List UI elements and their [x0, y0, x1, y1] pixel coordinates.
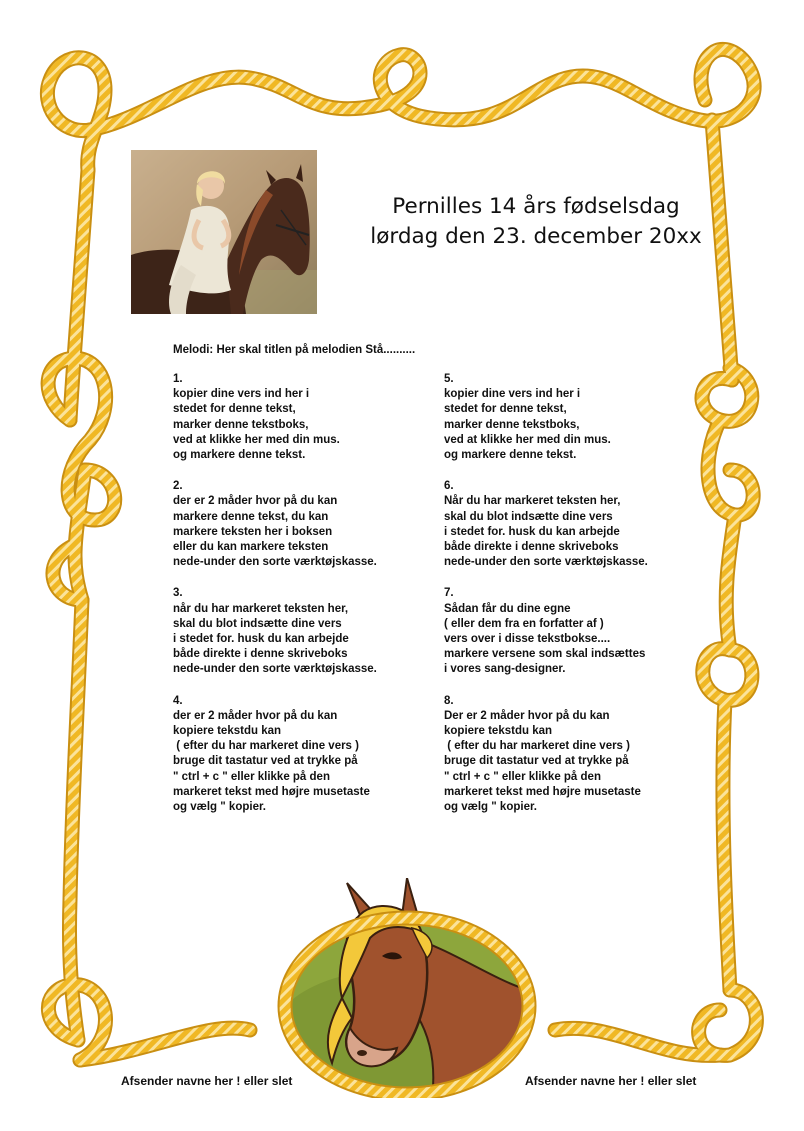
- verse: [173, 694, 443, 816]
- verse: [173, 372, 443, 463]
- verse-number: 3.: [173, 587, 183, 600]
- verse: [444, 479, 714, 570]
- verse-number: 7.: [444, 587, 454, 600]
- verse-text: kopier dine vers ind her i stedet for denne tekst, marker denne tekstboks, ved at klikke her med din mus. og markere denne tekst.: [173, 388, 340, 462]
- verse-number: 2.: [173, 480, 183, 493]
- verse-text: der er 2 måder hvor på du kan kopiere tekstdu kan ( efter du har markeret dine vers ) bruge dit tastatur ved at trykke på " ctrl + c " eller klikke på den markeret tekst med højre musetaste og vælg " kopier.: [173, 709, 370, 814]
- sender-name-left: Afsender navne her ! eller slet: [121, 1074, 293, 1088]
- verse-number: 6.: [444, 480, 454, 493]
- melody-line: Melodi: Her skal titlen på melodien Stå..........: [173, 344, 416, 356]
- horse-medallion-illustration: [262, 878, 552, 1098]
- verse-number: 1.: [173, 373, 183, 385]
- verse-text: Der er 2 måder hvor på du kan kopiere tekstdu kan ( efter du har markeret dine vers ) bruge dit tastatur ved at trykke på " ctrl + c " eller klikke på den markeret tekst med højre musetaste og vælg " kopier.: [444, 709, 641, 814]
- verses-right-column: [444, 372, 714, 831]
- verse: [173, 479, 443, 570]
- verse-number: 4.: [173, 694, 183, 707]
- verse-number: 5.: [444, 373, 454, 385]
- verse-text: når du har markeret teksten her, skal du blot indsætte dine vers i stedet for. husk du kan arbejde både direkte i denne skriveboks nede-under den sorte værktøjskasse.: [173, 602, 377, 676]
- title-line-1: Pernilles 14 års fødselsdag: [392, 194, 680, 219]
- verse-text: Sådan får du dine egne ( eller dem fra en forfatter af ) vers over i disse tekstbokse.... markere versene som skal indsættes i vores sang-designer.: [444, 602, 646, 676]
- girl-on-horse-photo: [131, 150, 317, 314]
- sender-name-right: Afsender navne her ! eller slet: [525, 1074, 697, 1088]
- verse-number: 8.: [444, 694, 454, 707]
- verse-text: kopier dine vers ind her i stedet for denne tekst, marker denne tekstboks, ved at klikke her med din mus. og markere denne tekst.: [444, 388, 611, 462]
- verse: [173, 586, 443, 677]
- verse-text: Når du har markeret teksten her, skal du blot indsætte dine vers i stedet for. husk du kan arbejde både direkte i denne skriveboks nede-under den sorte værktøjskasse.: [444, 495, 648, 569]
- verse: [444, 586, 714, 677]
- verse-text: der er 2 måder hvor på du kan markere denne tekst, du kan markere teksten her i boksen eller du kan markere teksten nede-under den sorte værktøjskasse.: [173, 495, 377, 569]
- verses-left-column: [173, 372, 443, 831]
- verse: [444, 694, 714, 816]
- title-line-2: lørdag den 23. december 20xx: [370, 224, 702, 249]
- page-title: [340, 192, 732, 252]
- verse: [444, 372, 714, 463]
